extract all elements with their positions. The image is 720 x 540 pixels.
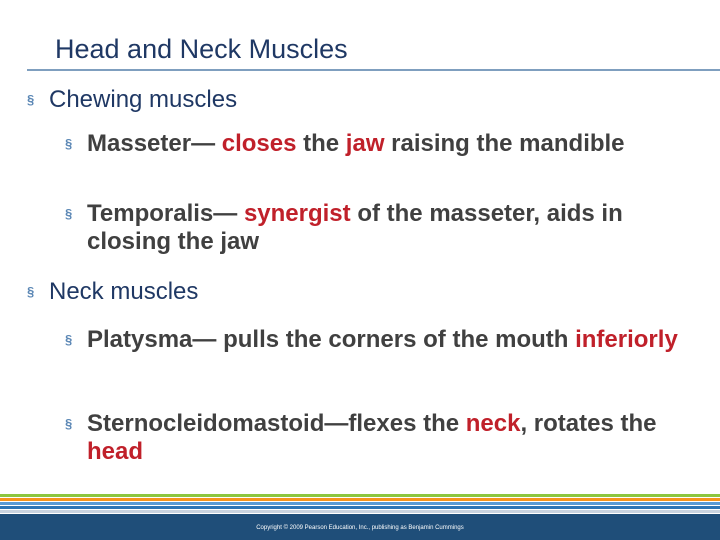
stripe-light-blue xyxy=(0,502,720,505)
highlight-word: closes xyxy=(221,130,297,157)
highlight-word: jaw xyxy=(345,130,385,157)
bullet-chewing-muscles xyxy=(27,86,237,114)
bullet-temporalis xyxy=(65,200,697,256)
bullet-masseter xyxy=(65,130,697,158)
bullet-square-icon: § xyxy=(65,206,73,221)
bullet-text: Platysma— pulls the corners of the mouth inferiorly xyxy=(87,326,678,353)
bullet-text: Sternocleidomastoid—flexes the neck, rotates the head xyxy=(87,410,657,465)
stripe-orange xyxy=(0,498,720,501)
title-underline xyxy=(27,69,720,71)
bullet-square-icon: § xyxy=(65,332,73,347)
stripe-gray xyxy=(0,510,720,513)
bullet-label: Neck muscles xyxy=(49,278,199,305)
bullet-text: Temporalis— synergist of the masseter, aids in closing the jaw xyxy=(87,200,623,255)
bullet-square-icon: § xyxy=(27,92,35,107)
muscle-name: Platysma xyxy=(87,326,193,353)
highlight-word: inferiorly xyxy=(575,326,678,353)
bullet-square-icon: § xyxy=(65,136,73,151)
bullet-sternocleidomastoid xyxy=(65,410,697,466)
stripe-blue xyxy=(0,506,720,509)
bullet-square-icon: § xyxy=(27,284,35,299)
bullet-text: Masseter— closes the jaw raising the mandible xyxy=(87,130,625,157)
bullet-label: Chewing muscles xyxy=(49,86,238,113)
muscle-name: Masseter xyxy=(87,130,192,157)
bullet-platysma xyxy=(65,326,697,354)
bullet-neck-muscles xyxy=(27,278,198,306)
muscle-name: Temporalis xyxy=(87,200,214,227)
bullet-square-icon: § xyxy=(65,416,73,431)
copyright-notice: Copyright © 2009 Pearson Education, Inc., publishing as Benjamin Cummings xyxy=(256,525,464,531)
stripe-green xyxy=(0,494,720,497)
highlight-word: neck xyxy=(465,410,521,437)
highlight-word: synergist xyxy=(243,200,351,227)
slide-title: Head and Neck Muscles xyxy=(55,34,348,64)
muscle-name: Sternocleidomastoid xyxy=(87,410,325,437)
footer-stripes xyxy=(0,494,720,514)
highlight-word: head xyxy=(87,438,144,465)
